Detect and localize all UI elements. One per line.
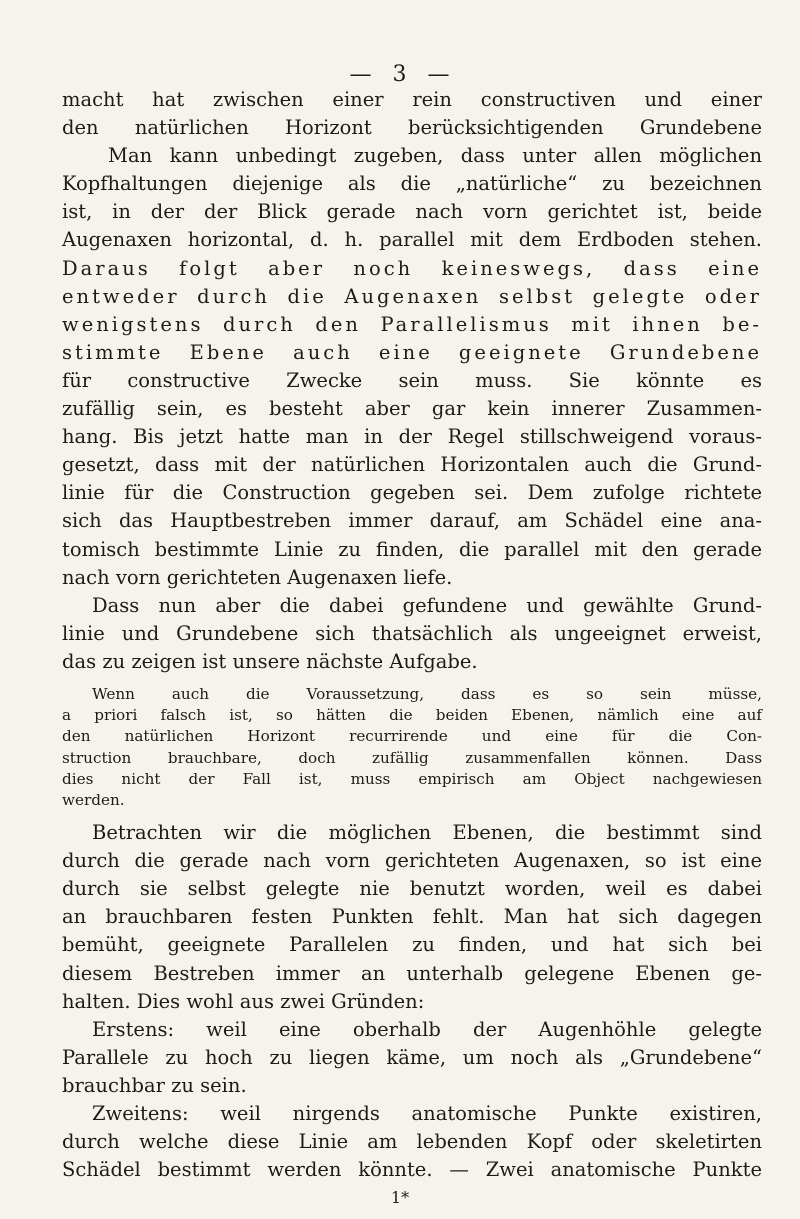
text-line: Erstens: weil eine oberhalb der Augenhöhle gelegte bbox=[92, 1017, 762, 1041]
dash-right: — bbox=[427, 62, 451, 87]
text-line: diesem Bestreben immer an unterhalb gelegene Ebenen ge- bbox=[62, 961, 762, 985]
text-line: das zu zeigen ist unsere nächste Aufgabe. bbox=[62, 649, 478, 673]
text-line: durch die gerade nach vorn gerichteten Augenaxen, so ist eine bbox=[62, 849, 762, 873]
text-line: Augenaxen horizontal, d. h. parallel mit dem Erdboden stehen. bbox=[62, 228, 762, 252]
text-line: durch welche diese Linie am lebenden Kopf oder skeletirten bbox=[62, 1130, 762, 1154]
text-line: bemüht, geeignete Parallelen zu finden, und hat sich bei bbox=[62, 933, 762, 957]
text-line: durch sie selbst gelegte nie benutzt worden, weil es dabei bbox=[62, 877, 762, 901]
text-line: sich das Hauptbestreben immer darauf, am Schädel eine ana- bbox=[62, 509, 762, 533]
text-line: wenigstens durch den Parallelismus mit ihnen be- bbox=[62, 312, 762, 336]
text-line: für constructive Zwecke sein muss. Sie könnte es bbox=[62, 368, 762, 392]
text-line: Zweitens: weil nirgends anatomische Punkte existiren, bbox=[92, 1102, 762, 1126]
text-line: stimmte Ebene auch eine geeignete Grundebene bbox=[62, 340, 762, 364]
note-line: Wenn auch die Voraussetzung, dass es so sein müsse, bbox=[92, 684, 762, 703]
signature-mark: 1* bbox=[390, 1188, 410, 1207]
text-line: linie und Grundebene sich thatsächlich als ungeeignet erweist, bbox=[62, 621, 762, 645]
main-text bbox=[62, 86, 762, 1184]
text-line: hang. Bis jetzt hatte man in der Regel stillschweigend voraus- bbox=[62, 425, 762, 449]
note-line: dies nicht der Fall ist, muss empirisch am Object nachgewiesen bbox=[62, 769, 762, 788]
text-line: Dass nun aber die dabei gefundene und gewählte Grund- bbox=[92, 593, 762, 617]
text-line: gesetzt, dass mit der natürlichen Horizontalen auch die Grund- bbox=[62, 453, 762, 477]
note-line: den natürlichen Horizont recurrirende und eine für die Con- bbox=[62, 727, 762, 746]
text-line: macht hat zwischen einer rein constructiven und einer bbox=[62, 88, 762, 111]
page-number bbox=[0, 62, 800, 87]
text-line: an brauchbaren festen Punkten fehlt. Man hat sich dagegen bbox=[62, 905, 762, 929]
text-line: zufällig sein, es besteht aber gar kein innerer Zusammen- bbox=[62, 397, 762, 421]
text-line: Kopfhaltungen diejenige als die „natürliche“ zu bezeichnen bbox=[62, 172, 762, 196]
text-line: linie für die Construction gegeben sei. Dem zufolge richtete bbox=[62, 481, 762, 505]
text-line: ist, in der der Blick gerade nach vorn gerichtet ist, beide bbox=[62, 200, 762, 224]
text-line: tomisch bestimmte Linie zu finden, die parallel mit den gerade bbox=[62, 537, 762, 561]
note-block bbox=[62, 684, 762, 811]
text-line: den natürlichen Horizont berücksichtigenden Grundebene bbox=[62, 116, 762, 140]
text-line: Schädel bestimmt werden könnte. — Zwei anatomische Punkte bbox=[62, 1158, 762, 1182]
text-line: Betrachten wir die möglichen Ebenen, die bestimmt sind bbox=[92, 821, 762, 845]
note-line: a priori falsch ist, so hätten die beiden Ebenen, nämlich eine auf bbox=[62, 706, 762, 725]
text-line: nach vorn gerichteten Augenaxen liefe. bbox=[62, 565, 453, 589]
text-line: Man kann unbedingt zugeben, dass unter allen möglichen bbox=[108, 144, 762, 168]
text-line: Daraus folgt aber noch keineswegs, dass eine bbox=[62, 256, 762, 280]
text-line: halten. Dies wohl aus zwei Gründen: bbox=[62, 989, 425, 1013]
page-number-value: 3 bbox=[392, 62, 408, 87]
dash-left: — bbox=[349, 62, 373, 87]
note-line: struction brauchbare, doch zufällig zusammenfallen können. Dass bbox=[62, 748, 762, 767]
text-line: brauchbar zu sein. bbox=[62, 1073, 247, 1097]
note-line: werden. bbox=[62, 790, 125, 809]
text-line: entweder durch die Augenaxen selbst gelegte oder bbox=[62, 284, 762, 308]
text-line: Parallele zu hoch zu liegen käme, um noch als „Grundebene“ bbox=[62, 1045, 762, 1069]
